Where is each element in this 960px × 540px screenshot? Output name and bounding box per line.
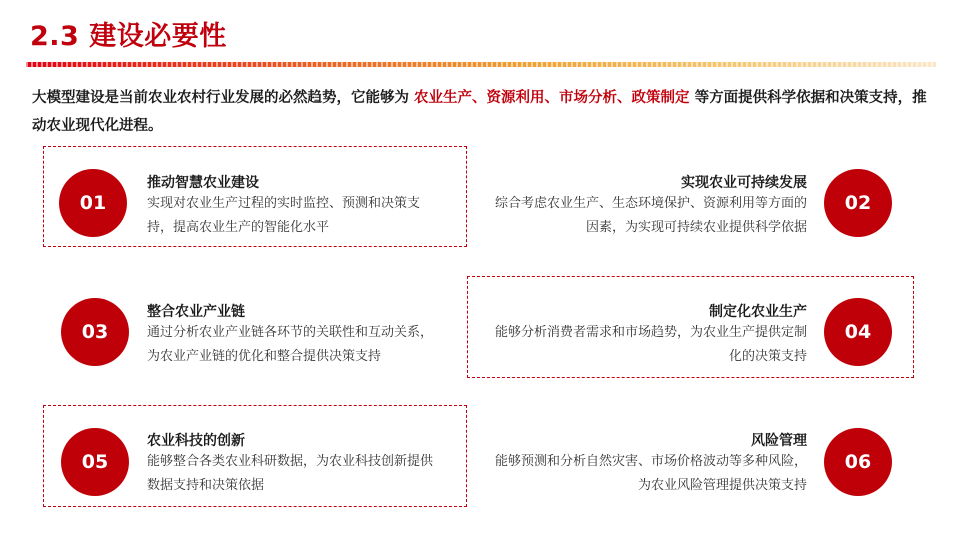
intro-text-before: 大模型建设是当前农业农村行业发展的必然趋势，它能够为 <box>32 90 415 106</box>
item-title: 整合农业产业链 <box>147 304 245 320</box>
intro-highlight: 农业生产、资源利用、市场分析、政策制定 <box>414 90 690 106</box>
item-title: 制定化农业生产 <box>709 304 807 320</box>
number-badge: 01 <box>59 169 127 237</box>
number-badge: 05 <box>61 428 129 496</box>
intro-paragraph <box>32 84 932 140</box>
page-title: 2.3 建设必要性 <box>30 21 227 52</box>
item-title: 农业科技的创新 <box>147 433 245 449</box>
number-badge: 03 <box>61 298 129 366</box>
item-title: 推动智慧农业建设 <box>147 175 259 191</box>
number-badge: 04 <box>824 298 892 366</box>
number-badge: 06 <box>824 428 892 496</box>
item-description: 能够整合各类农业科研数据，为农业科技创新提供数据支持和决策依据 <box>147 454 434 493</box>
item-description: 实现对农业生产过程的实时监控、预测和决策支持，提高农业生产的智能化水平 <box>147 196 421 235</box>
item-description: 综合考虑农业生产、生态环境保护、资源利用等方面的因素，为实现可持续农业提供科学依据 <box>495 196 808 235</box>
intro-text-after: 等方面提供科学依据和决策支持，推动农业现代化进程。 <box>32 90 927 134</box>
title-underline-bar <box>26 62 936 67</box>
item-title: 风险管理 <box>751 433 807 449</box>
item-description: 能够分析消费者需求和市场趋势，为农业生产提供定制化的决策支持 <box>495 325 808 364</box>
number-badge: 02 <box>824 169 892 237</box>
item-description: 能够预测和分析自然灾害、市场价格波动等多种风险，为农业风险管理提供决策支持 <box>495 454 808 493</box>
item-title: 实现农业可持续发展 <box>681 175 807 191</box>
item-description: 通过分析农业产业链各环节的关联性和互动关系，为农业产业链的优化和整合提供决策支持 <box>147 325 434 364</box>
